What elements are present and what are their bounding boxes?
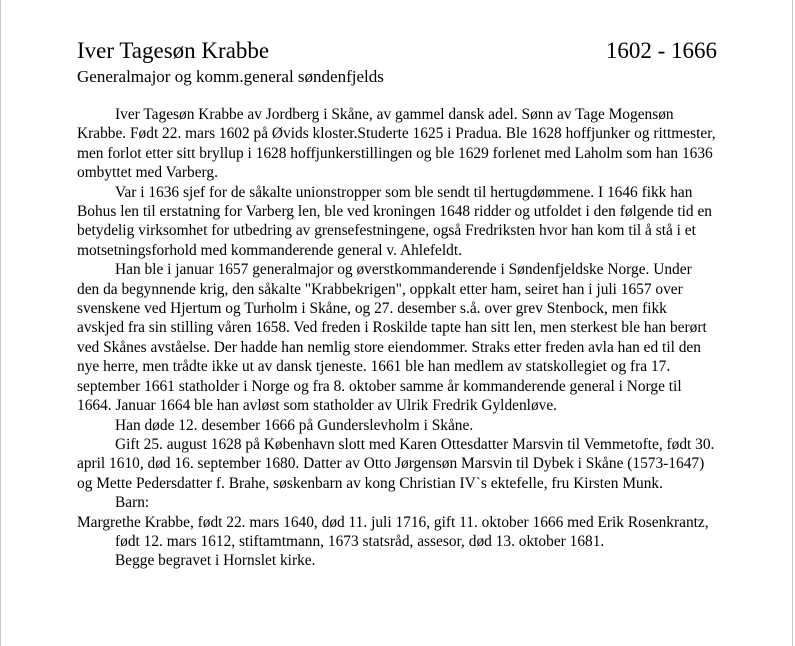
child-entry: Margrethe Krabbe, født 22. mars 1640, død 11. juli 1716, gift 11. oktober 1666 med Erik Rosenkrantz, født 12. mars 1612, stiftamtmann, 1673 statsråd, assesor, død 13. oktober 1681.	[77, 513, 709, 550]
paragraph-death: Han døde 12. desember 1666 på Gunderslevholm i Skåne.	[115, 416, 474, 434]
paragraph-bohus: Var i 1636 sjef for de såkalte unionstropper som ble sendt til hertugdømmene. I 1646 fikk han Bohus len til erstatning for Varberg len, ble ved kroningen 1648 ridder og utfoldet i den følgende tid en betydelig virksomhet for utbedring av grensefestningene, også Fredriksten hvor han kom til å stå i et motsetningsforhold med kommanderende general v. Ahlefeldt.	[77, 183, 713, 259]
document-content	[77, 36, 717, 571]
paragraph-burial: Begge begravet i Hornslet kirke.	[115, 552, 316, 570]
title-row	[77, 36, 717, 66]
paragraph-krabbekrigen: Han ble i januar 1657 generalmajor og øverstkommanderende i Søndenfjeldske Norge. Under den da begynnende krig, den såkalte "Krabbekrigen", oppkalt etter ham, seiret han i juli 1657 over svenskene ved Hjertum og Turholm i Skåne, og 27. desember s.å. over grev Stenbock, men fikk avskjed fra sin stilling våren 1658. Ved freden i Roskilde tapte han sitt len, men sterkest ble han berørt ved Skånes avståelse. Der hadde han nemlig store eiendommer. Straks etter freden avla han ed til den nye herre, men trådte ikke ut av dansk tjeneste. 1661 ble han medlem av statskollegiet og fra 17. september 1661 statholder i Norge og fra 8. oktober samme år kommanderende general i Norge til 1664. Januar 1664 ble han avløst som statholder av Ulrik Fredrik Gyldenløve.	[77, 261, 707, 415]
biography-text	[77, 105, 717, 571]
paragraph-children-heading: Barn:	[115, 494, 150, 512]
person-title: Generalmajor og komm.general søndenfjelds	[77, 67, 384, 86]
paragraph-origin: Iver Tagesøn Krabbe av Jordberg i Skåne, av gammel dansk adel. Sønn av Tage Mogensøn Krabbe. Født 22. mars 1602 på Øvids kloster.Studerte 1625 i Pradua. Ble 1628 hoffjunker og rittmester, men forlot etter sitt bryllup i 1628 hoffjunkerstillingen og ble 1629 forlenet med Laholm som han 1636 ombyttet med Varberg.	[77, 106, 716, 182]
person-name: Iver Tagesøn Krabbe	[77, 38, 270, 63]
life-years: 1602 - 1666	[605, 38, 717, 63]
paragraph-marriage: Gift 25. august 1628 på København slott med Karen Ottesdatter Marsvin til Vemmetofte, født 30. april 1610, død 16. september 1680. Datter av Otto Jørgensøn Marsvin til Dybek i Skåne (1573-1647) og Mette Pedersdatter f. Brahe, søskenbarn av kong Christian IV`s ektefelle, fru Kirsten Munk.	[77, 435, 715, 492]
